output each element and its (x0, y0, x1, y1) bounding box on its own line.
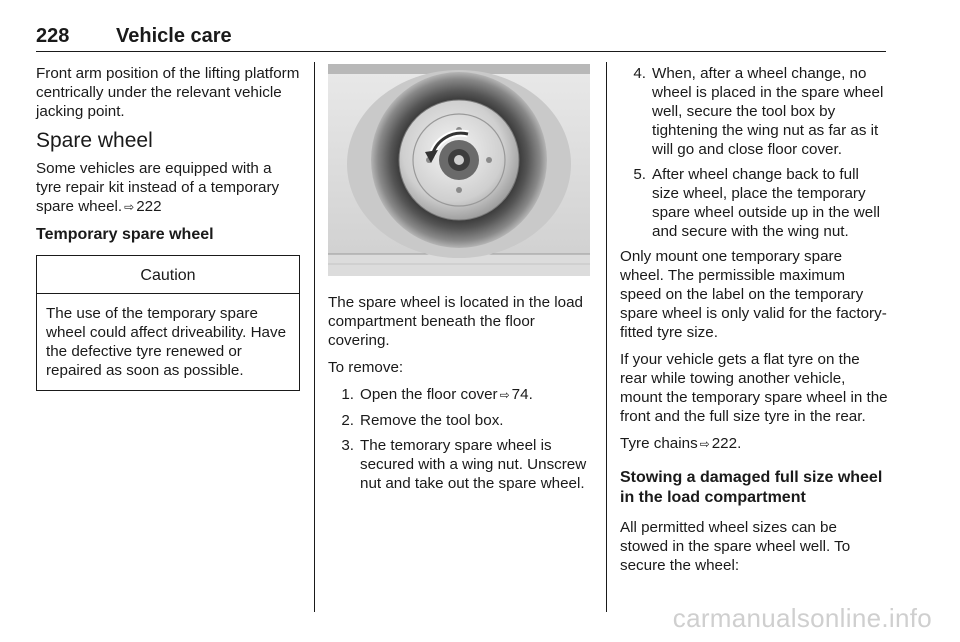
towing-note: If your vehicle gets a flat tyre on the rear while towing another vehicle, mount the temporary spare wheel in the front and the full size tyre in the rear. (620, 351, 888, 425)
list-item: 3. The temorary spare wheel is secured with a wing nut. Unscrew nut and take out the spare wheel. (341, 437, 587, 492)
left-column (36, 64, 300, 391)
reference-arrow-icon: ⇨ (499, 388, 510, 402)
temporary-spare-wheel-heading: Temporary spare wheel (36, 226, 214, 243)
intro-text: Front arm position of the lifting platform centrically under the relevant vehicle jacking point. (36, 65, 300, 120)
list-item: 2. Remove the tool box. (341, 412, 504, 429)
watermark: carmanualsonline.info (672, 603, 932, 633)
stowing-text: All permitted wheel sizes can be stowed in the spare wheel well. To secure the wheel: (620, 519, 851, 574)
right-column (620, 64, 888, 583)
column-divider (606, 62, 607, 612)
removal-steps (328, 385, 594, 493)
wheel-change-steps (620, 64, 888, 241)
page-reference-link[interactable]: 222. (711, 435, 742, 452)
section-title: Vehicle care (116, 25, 232, 47)
column-divider (314, 62, 315, 612)
middle-column (328, 64, 594, 499)
list-item: 4. When, after a wheel change, no wheel is placed in the spare wheel well, secure the tool box by tightening the wing nut as far as it will go and close floor cover. (633, 65, 884, 158)
reference-arrow-icon: ⇨ (699, 437, 710, 451)
caution-box (36, 255, 300, 391)
caution-title: Caution (37, 256, 299, 294)
page-number: 228 (36, 25, 70, 47)
spare-wheel-image (328, 64, 590, 276)
page-header (36, 25, 886, 52)
list-item: 1. Open the floor cover ⇨ 74. (341, 386, 533, 403)
stowing-heading: Stowing a damaged full size wheel in the load compartment (620, 469, 883, 506)
spare-wheel-text: Some vehicles are equipped with a tyre repair kit instead of a temporary spare wheel. ⇨ 222 (36, 160, 280, 215)
image-caption: The spare wheel is located in the load compartment beneath the floor covering. (328, 294, 583, 349)
page-reference-link[interactable]: 222 (136, 198, 162, 215)
caution-text: The use of the temporary spare wheel could affect driveability. Have the defective tyre renewed or repaired as soon as possible. (46, 305, 287, 379)
tyre-chains-text: Tyre chains ⇨ 222. (620, 435, 742, 452)
page-reference-link[interactable]: 74. (511, 386, 533, 403)
spare-wheel-heading: Spare wheel (36, 129, 153, 152)
mount-note: Only mount one temporary spare wheel. The permissible maximum speed on the label on the temporary spare wheel is only valid for the factory-fitted tyre size. (620, 248, 887, 341)
list-item: 5. After wheel change back to full size wheel, place the temporary spare wheel outside up in the well and secure with the wing nut. (633, 166, 880, 240)
reference-arrow-icon: ⇨ (124, 200, 135, 214)
to-remove-label: To remove: (328, 359, 404, 376)
